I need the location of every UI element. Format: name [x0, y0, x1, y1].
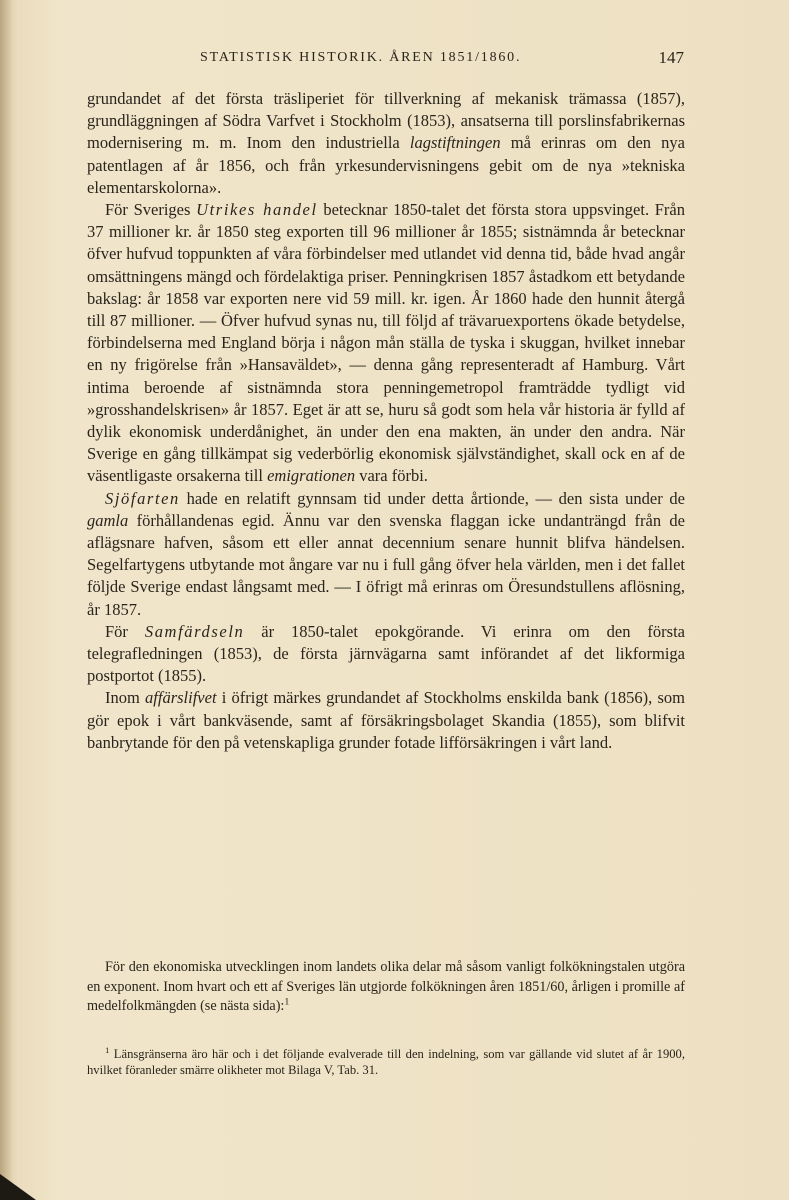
text-run: grundandet af det första träsliperiet för tillverkning af mekanisk trämassa (1857), grundläggningen af Södra Varfvet i Stockholm (1853), ansatserna till porslinsfabrikernas modernisering m. m. Inom den industriella — [87, 89, 685, 153]
text-run: För — [105, 621, 145, 641]
text-run: i öfrigt märkes grundandet af Stockholms enskilda bank (1856), som gör epok i vårt bankväsende, samt af försäkringsbolaget Skandia (1855), som blifvit banbrytande för den på vetenskapliga grunder fotade lifförsäkringen i vårt land. — [87, 688, 685, 752]
text-run: är 1850-talet epokgörande. Vi erinra om den första telegrafledningen (1853), de första järnvägarna samt införandet af det likformiga postportot (1855). — [87, 621, 685, 686]
emphasis-text: Utrikes handel — [196, 200, 318, 220]
paragraph — [87, 958, 685, 1017]
text-run: i promille af medelfolkmängden (se nästa sida): — [87, 978, 685, 1015]
text-run: vara förbi. — [355, 466, 428, 486]
text-run: betecknar 1850-talet det första stora uppsvinget. Från 37 millioner kr. år 1850 steg exporten till 96 millioner år 1855; sistnämnda år betecknar öfver hufvud toppunkten af våra förbindelser med utlandet vid denna tid, både hvad angår omsättningens mängd och fördelaktiga priser. Penningkrisen 1857 åstadkom ett betydande bakslag: år 1858 var exporten nere vid 59 mill. kr. igen. År 1860 hade den hunnit återgå till 87 millioner. — Öfver hufvud synas nu, till följd af trävaruexportens ökade betydelse, förbindelserna med England börja i någon mån ställa de tyska i skuggan, hvilket innebar en ny frigörelse från »Hansaväldet», — denna gång representeradt af Hamburg. Vårt intima beroende af sistnämnda stora penningemetropol framträdde tydligt vid »grosshandelskrisen» år 1857. Eget är att se, huru så godt som hela vår historia är fylld af dylik ekonomisk underdånighet, än under den ena makten, än under den andra. När Sverige en gång tillkämpat sig vederbörlig ekonomisk självständighet, skall ock en af de väsentligaste orsakerna till — [87, 200, 685, 486]
emphasis-text: lagstiftningen — [409, 133, 501, 153]
text-run: må erinras om den nya patentlagen af år 1856, och från yrkesundervisningens gebit om de nya »tekniska elementarskolorna». — [87, 133, 686, 197]
text-run: För Sveriges — [105, 200, 197, 220]
emphasis-text: affärslifvet — [145, 688, 217, 708]
emphasis-text: emigrationen — [267, 466, 356, 486]
text-run: förhållandenas egid. Ännu var den svenska flaggan icke undanträngd från de aflägsnare hafven, såsom ett eller annat decennium senare hunnit blifva händelsen. Segelfartygens utbytande mot ångare var nu i full gång öfver hela världen, men i det fallet följde Sverige endast långsamt med. — I öfrigt må erinras om Öresundstullens aflösning, år 1857. — [87, 510, 685, 619]
footnote-marker: 1 — [284, 996, 290, 1008]
page-number: 147 — [658, 48, 684, 67]
emphasis-text: gamla — [87, 510, 129, 530]
emphasis-text: län — [338, 978, 357, 995]
paragraph — [87, 88, 685, 199]
text-run: För den ekonomiska utvecklingen inom landets olika delar må såsom vanligt folkökningstalen utgöra en exponent. Inom hvart och ett af Sveriges — [87, 959, 685, 995]
text-run: Länsgränserna äro här och i det följande evalverade till den indelning, som var gällande vid slutet af år 1900, hvilket föranleder smärre olikheter mot Bilaga V, Tab. 31. — [87, 1047, 685, 1078]
text-run: hade en relatift gynnsam tid under detta årtionde, — den sista under de — [179, 488, 685, 508]
page-binding-edge — [0, 0, 12, 1200]
text-run: Inom — [105, 688, 146, 708]
footnote-text — [87, 1046, 685, 1079]
footnote — [87, 1046, 685, 1079]
emphasis-text: Samfärdseln — [144, 621, 245, 641]
page-corner-shadow — [0, 1174, 36, 1200]
paragraph — [87, 621, 685, 688]
footnote-marker: 1 — [105, 1044, 110, 1055]
main-text — [87, 88, 685, 754]
paragraph — [87, 687, 685, 754]
paragraph — [87, 199, 685, 488]
emphasis-text: årligen — [571, 978, 612, 995]
text-run: utgjorde folkökningen åren 1851/60, — [356, 978, 572, 995]
paragraph — [87, 488, 685, 621]
emphasis-text: Sjöfarten — [105, 488, 180, 508]
running-header — [200, 48, 684, 70]
small-print-paragraph — [87, 958, 685, 1017]
running-title: STATISTISK HISTORIK. ÅREN 1851/1860. — [200, 50, 522, 65]
